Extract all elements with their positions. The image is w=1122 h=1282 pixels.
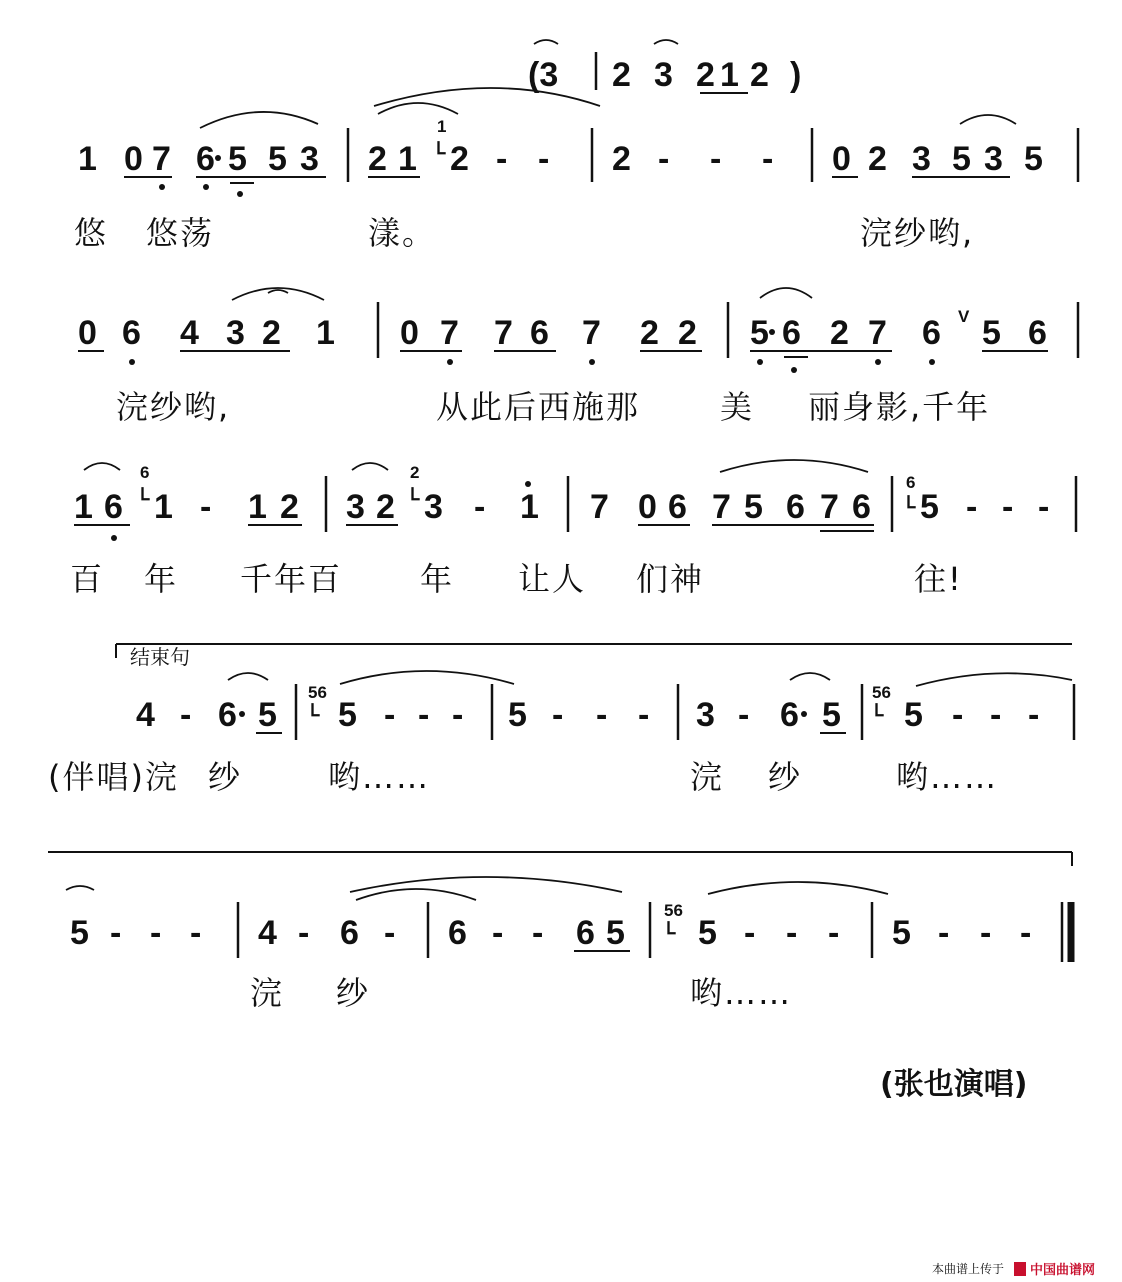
system-1 [74,88,1078,252]
svg-text:2: 2 [696,56,715,94]
footer-watermark [932,1261,1095,1278]
svg-text:-: - [552,696,564,734]
svg-text:3: 3 [984,140,1003,178]
svg-text:5: 5 [228,140,247,178]
svg-text:5: 5 [920,488,939,526]
svg-text:往!: 往! [914,560,963,598]
svg-text:从此后西施那: 从此后西施那 [436,388,641,426]
svg-text:-: - [180,696,192,734]
svg-text:ᒪ: ᒪ [906,493,916,512]
system-4 [48,644,1074,796]
svg-text:4: 4 [136,696,155,734]
svg-text:6: 6 [218,696,237,734]
svg-text:7: 7 [820,488,839,526]
svg-text:-: - [532,914,544,952]
svg-text:-: - [190,914,202,952]
svg-text:5: 5 [952,140,971,178]
svg-text:5: 5 [268,140,287,178]
svg-text:-: - [150,914,162,952]
svg-text:5: 5 [606,914,625,952]
svg-text:-: - [786,914,798,952]
svg-text:-: - [762,140,774,178]
svg-text:-: - [658,140,670,178]
svg-text:1: 1 [398,140,417,178]
site-logo-icon [1014,1262,1026,1276]
svg-text:V: V [958,307,970,326]
svg-text:2: 2 [678,314,697,352]
footer-site: 中国曲谱网 [1030,1263,1096,1278]
svg-text:ᒪ: ᒪ [874,701,884,720]
svg-text:6: 6 [530,314,549,352]
svg-text:-: - [384,914,396,952]
svg-text:百: 百 [70,560,105,598]
svg-text:2: 2 [368,140,387,178]
svg-text:-: - [452,696,464,734]
svg-text:7: 7 [590,488,609,526]
svg-text:-: - [828,914,840,952]
svg-text:6: 6 [448,914,467,952]
svg-text:5: 5 [744,488,763,526]
svg-text:6: 6 [852,488,871,526]
svg-text:0: 0 [638,488,657,526]
svg-text:-: - [384,696,396,734]
svg-text:2: 2 [410,463,420,482]
svg-text:-: - [1028,696,1040,734]
svg-text:3: 3 [912,140,931,178]
svg-text:6: 6 [576,914,595,952]
svg-text:): ) [790,56,802,94]
svg-text:年: 年 [420,560,455,598]
svg-text:6: 6 [104,488,123,526]
svg-text:2: 2 [830,314,849,352]
svg-text:3: 3 [346,488,365,526]
svg-text:ᒪ: ᒪ [310,701,320,720]
svg-text:3: 3 [300,140,319,178]
svg-text:56: 56 [308,683,327,702]
svg-text:6: 6 [1028,314,1047,352]
svg-text:5: 5 [904,696,923,734]
svg-text:5: 5 [338,696,357,734]
svg-text:ᒪ: ᒪ [436,139,446,158]
svg-text:5: 5 [982,314,1001,352]
svg-text:7: 7 [868,314,887,352]
svg-text:7: 7 [440,314,459,352]
svg-text:-: - [990,696,1002,734]
svg-text:56: 56 [872,683,891,702]
svg-text:2: 2 [376,488,395,526]
svg-text:0: 0 [832,140,851,178]
svg-text:ᒪ: ᒪ [410,485,420,504]
svg-text:3: 3 [424,488,443,526]
svg-text:-: - [952,696,964,734]
svg-text:哟……: 哟…… [690,974,793,1012]
svg-text:-: - [938,914,950,952]
svg-text:0: 0 [124,140,143,178]
system-5 [48,852,1072,1012]
svg-text:-: - [496,140,508,178]
svg-text:-: - [638,696,650,734]
svg-text:纱: 纱 [208,758,243,796]
svg-text:美: 美 [720,388,755,426]
svg-text:-: - [1020,914,1032,952]
svg-text:5: 5 [1024,140,1043,178]
svg-text:-: - [966,488,978,526]
svg-text:5: 5 [698,914,717,952]
svg-text:1: 1 [248,488,267,526]
svg-text:6: 6 [922,314,941,352]
svg-text:1: 1 [437,117,447,136]
system-3 [70,460,1076,598]
svg-text:2: 2 [450,140,469,178]
svg-text:5: 5 [508,696,527,734]
svg-text:0: 0 [400,314,419,352]
svg-text:5: 5 [70,914,89,952]
svg-text:浣纱哟,: 浣纱哟, [860,214,975,252]
svg-text:6: 6 [196,140,215,178]
svg-text:悠: 悠 [74,214,109,252]
svg-text:2: 2 [612,56,631,94]
svg-text:-: - [298,914,310,952]
svg-text:丽身影,千年: 丽身影,千年 [808,388,991,426]
svg-text:ᒪ: ᒪ [140,485,150,504]
svg-text:-: - [744,914,756,952]
svg-text:2: 2 [640,314,659,352]
svg-text:纱: 纱 [768,758,803,796]
svg-text:纱: 纱 [336,974,371,1012]
svg-text:-: - [474,488,486,526]
svg-text:1: 1 [78,140,97,178]
svg-text:们神: 们神 [636,560,705,598]
svg-text:6: 6 [782,314,801,352]
svg-text:漾。: 漾。 [368,214,437,252]
svg-text:2: 2 [280,488,299,526]
footer-text: 本曲谱上传于 [932,1262,1005,1276]
svg-text:浣纱哟,: 浣纱哟, [116,388,231,426]
svg-text:5: 5 [892,914,911,952]
svg-text:3: 3 [696,696,715,734]
svg-text:7: 7 [712,488,731,526]
svg-text:-: - [492,914,504,952]
svg-text:-: - [1038,488,1050,526]
system-2 [78,288,1078,426]
svg-text:1: 1 [74,488,93,526]
intro-phrase [528,40,801,94]
svg-text:-: - [738,696,750,734]
svg-text:3: 3 [226,314,245,352]
svg-text:1: 1 [720,56,739,94]
svg-text:ᒪ: ᒪ [666,919,676,938]
svg-text:(3: (3 [528,56,559,94]
svg-text:1: 1 [520,488,539,526]
svg-text:-: - [200,488,212,526]
svg-text:1: 1 [154,488,173,526]
svg-text:7: 7 [582,314,601,352]
svg-text:-: - [596,696,608,734]
svg-text:哟……: 哟…… [328,758,431,796]
svg-text:2: 2 [612,140,631,178]
svg-text:-: - [1002,488,1014,526]
svg-text:哟……: 哟…… [896,758,999,796]
svg-text:3: 3 [654,56,673,94]
svg-text:6: 6 [906,473,916,492]
svg-text:年: 年 [144,560,179,598]
svg-text:0: 0 [78,314,97,352]
svg-text:1: 1 [316,314,335,352]
svg-text:6: 6 [340,914,359,952]
svg-text:悠荡: 悠荡 [146,214,215,252]
ending-phrase-label: 结束句 [130,645,190,669]
svg-text:-: - [980,914,992,952]
svg-text:-: - [710,140,722,178]
svg-text:5: 5 [258,696,277,734]
svg-text:7: 7 [152,140,171,178]
svg-text:7: 7 [494,314,513,352]
svg-text:2: 2 [868,140,887,178]
svg-text:2: 2 [262,314,281,352]
svg-text:-: - [538,140,550,178]
svg-text:56: 56 [664,901,683,920]
svg-text:6: 6 [140,463,150,482]
svg-text:5: 5 [822,696,841,734]
svg-text:浣: 浣 [690,758,725,796]
svg-text:-: - [110,914,122,952]
svg-text:5: 5 [750,314,769,352]
svg-text:千年百: 千年百 [240,560,343,598]
svg-text:(伴唱)浣: (伴唱)浣 [48,758,179,796]
svg-text:-: - [418,696,430,734]
svg-text:4: 4 [180,314,199,352]
svg-text:浣: 浣 [250,974,285,1012]
svg-text:6: 6 [780,696,799,734]
svg-text:6: 6 [786,488,805,526]
svg-text:6: 6 [668,488,687,526]
svg-text:6: 6 [122,314,141,352]
performer-credit: (张也演唱) [880,1067,1028,1102]
svg-text:2: 2 [750,56,769,94]
svg-text:4: 4 [258,914,277,952]
svg-text:让人: 让人 [518,560,587,598]
